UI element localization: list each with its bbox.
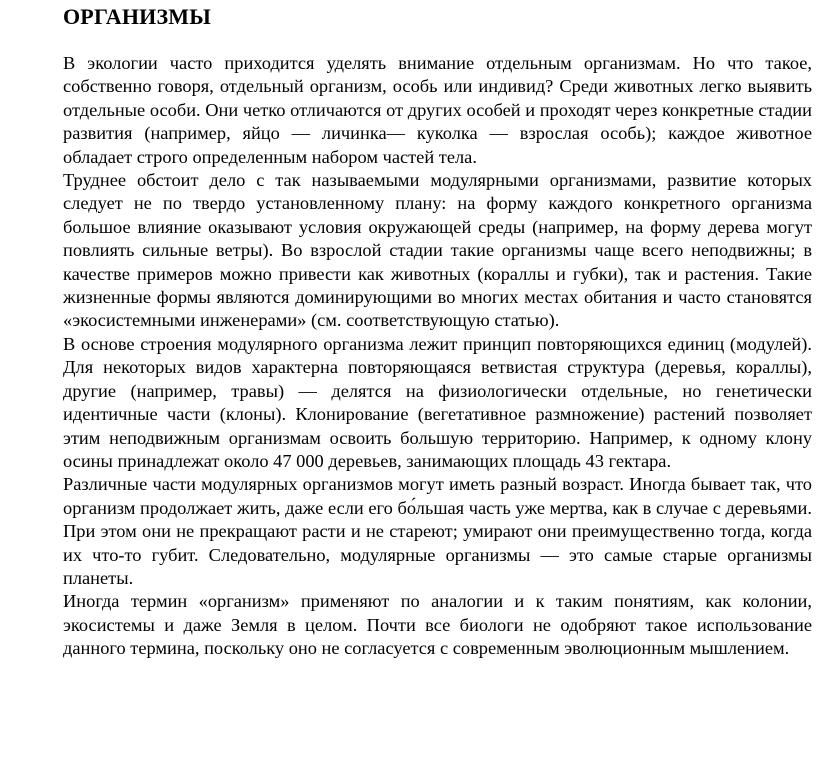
- paragraph-age-of-parts: Различные части модулярных организмов могут иметь разный возраст. Иногда бывает так, что организм продолжает жить, даже если его бо́льшая часть уже мертва, как в случае с деревьями. При этом они не прекращают расти и не стареют; умирают они преимущественно тогда, когда их что-то губит. Следовательно, модулярные организмы — это самые старые организмы планеты.: [63, 474, 812, 588]
- document-title: ОРГАНИЗМЫ: [63, 4, 212, 29]
- paragraph-individual-organisms: В экологии часто приходится уделять внимание отдельным организмам. Но что такое, собственно говоря, отдельный организм, особь или индивид? Среди животных легко выявить отдельные особи. Они четко отличаются от других особей и проходят через конкретные стадии развития (например, яйцо — личинка— куколка — взрослая особь); каждое животное обладает строго определенным набором частей тела.: [63, 53, 812, 167]
- paragraph-modular-organisms: Труднее обстоит дело с так называемыми модулярными организмами, развитие которых следует не по твердо установленному плану: на форму каждого конкретного организма большое влияние оказывают условия окружающей среды (например, на форму дерева могут повлиять сильные ветры). Во взрослой стадии такие организмы чаще всего неподвижны; в качестве примеров можно привести как животных (кораллы и губки), так и растения. Такие жизненные формы являются доминирующими во многих местах обитания и часто становятся «экосистемными инженерами» (см. соответствующую статью).: [63, 170, 812, 331]
- paragraph-term-by-analogy: Иногда термин «организм» применяют по аналогии и к таким понятиям, как колонии, экосистемы и даже Земля в целом. Почти все биологи не одобряют такое использование данного термина, поскольку оно не согласуется с современным эволюционным мышлением.: [63, 591, 812, 659]
- paragraph-modules-and-clones: В основе строения модулярного организма лежит принцип повторяющихся единиц (модулей). Для некоторых видов характерна повторяющаяся ветвистая структура (деревья, кораллы), другие (например, травы) — делятся на физиологически отдельные, но генетически идентичные части (клоны). Клонирование (вегетативное размножение) растений позволяет этим неподвижным организмам освоить большую территорию. Например, к одному клону осины принадлежат около 47 000 деревьев, занимающих площадь 43 гектара.: [63, 333, 812, 471]
